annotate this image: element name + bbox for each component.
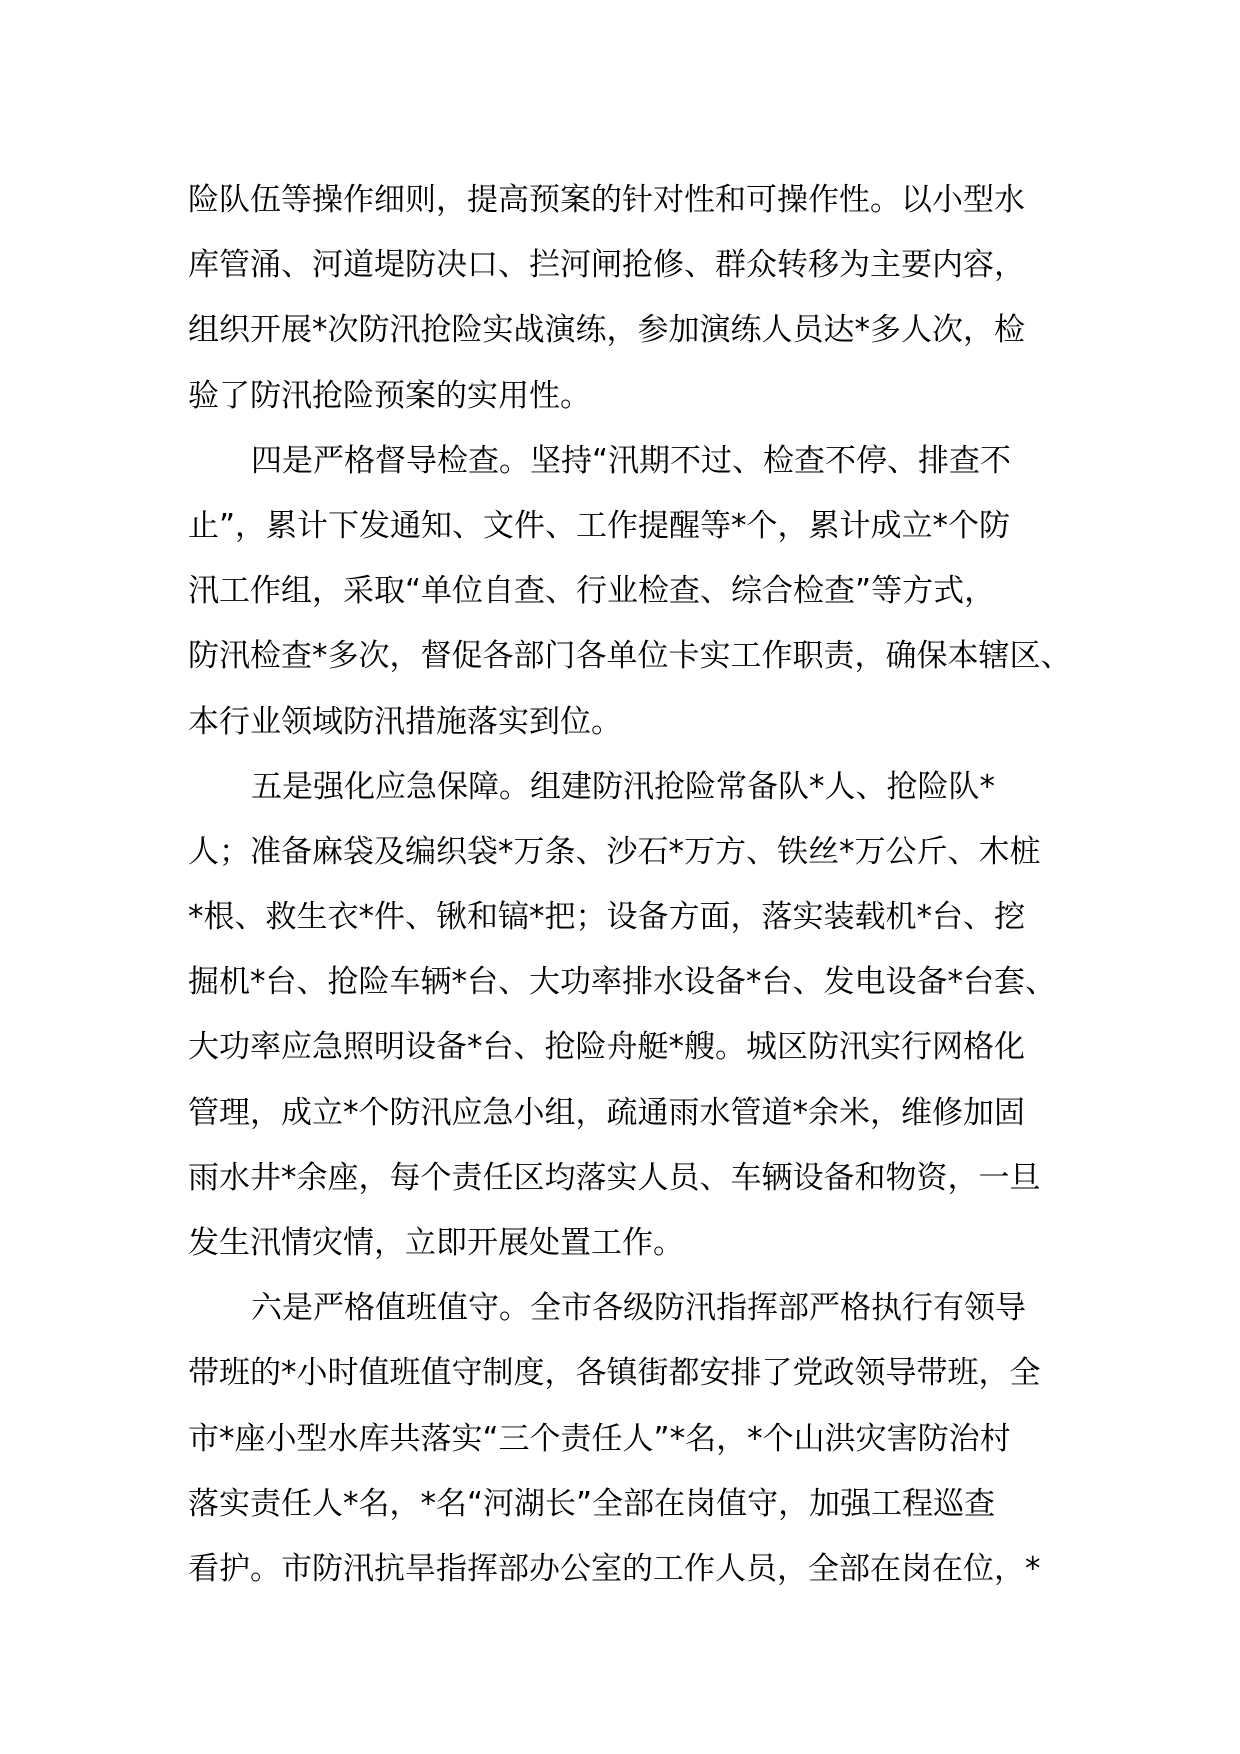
text-line: 带班的*小时值班值守制度，各镇街都安排了党政领导带班，全: [188, 1355, 1041, 1392]
text-line: 止”，累计下发通知、文件、工作提醒等*个，累计成立*个防: [188, 507, 1011, 544]
paragraph-four-start: 四是严格督导检查。坚持“汛期不过、检查不停、排查不: [251, 442, 1012, 479]
body-text: [188, 168, 1088, 1602]
text-line: 落实责任人*名，*名“河湖长”全部在岗值守，加强工程巡查: [188, 1485, 996, 1522]
text-line: 发生汛情灾情，立即开展处置工作。: [188, 1225, 684, 1261]
text-line: 本行业领域防汛措施落实到位。: [188, 703, 622, 740]
text-line: 险队伍等操作细则，提高预案的针对性和可操作性。以小型水: [188, 182, 1025, 218]
text-line: 大功率应急照明设备*台、抢险舟艇*艘。城区防汛实行网格化: [188, 1029, 1025, 1066]
text-line: 市*座小型水库共落实“三个责任人”*名，*个山洪灾害防治村: [188, 1420, 1011, 1457]
text-line: 防汛检查*多次，督促各部门各单位卡实工作职责，确保本辖区、: [188, 638, 1072, 675]
text-line: 看护。市防汛抗旱指挥部办公室的工作人员，全部在岗在位，*: [188, 1550, 1041, 1587]
text-line: 人；准备麻袋及编织袋*万条、沙石*万方、铁丝*万公斤、木桩: [188, 833, 1041, 870]
paragraph-six-start: 六是严格值班值守。全市各级防汛指挥部严格执行有领导: [251, 1290, 1026, 1327]
text-line: 掘机*台、抢险车辆*台、大功率排水设备*台、发电设备*台套、: [188, 964, 1056, 1001]
text-line: 库管涌、河道堤防决口、拦河闸抢修、群众转移为主要内容，: [188, 247, 1025, 284]
text-line: *根、救生衣*件、锹和镐*把；设备方面，落实装载机*台、挖: [188, 899, 1025, 936]
paragraph-five-start: 五是强化应急保障。组建防汛抢险常备队*人、抢险队*: [251, 768, 995, 805]
text-line: 验了防汛抢险预案的实用性。: [188, 377, 591, 414]
text-line: 汛工作组，采取“单位自查、行业检查、综合检查”等方式，: [188, 573, 996, 610]
text-line: 组织开展*次防汛抢险实战演练，参加演练人员达*多人次，检: [188, 312, 1025, 349]
text-line: 雨水井*余座，每个责任区均落实人员、车辆设备和物资，一旦: [188, 1159, 1041, 1196]
text-line: 管理，成立*个防汛应急小组，疏通雨水管道*余米，维修加固: [188, 1094, 1025, 1131]
